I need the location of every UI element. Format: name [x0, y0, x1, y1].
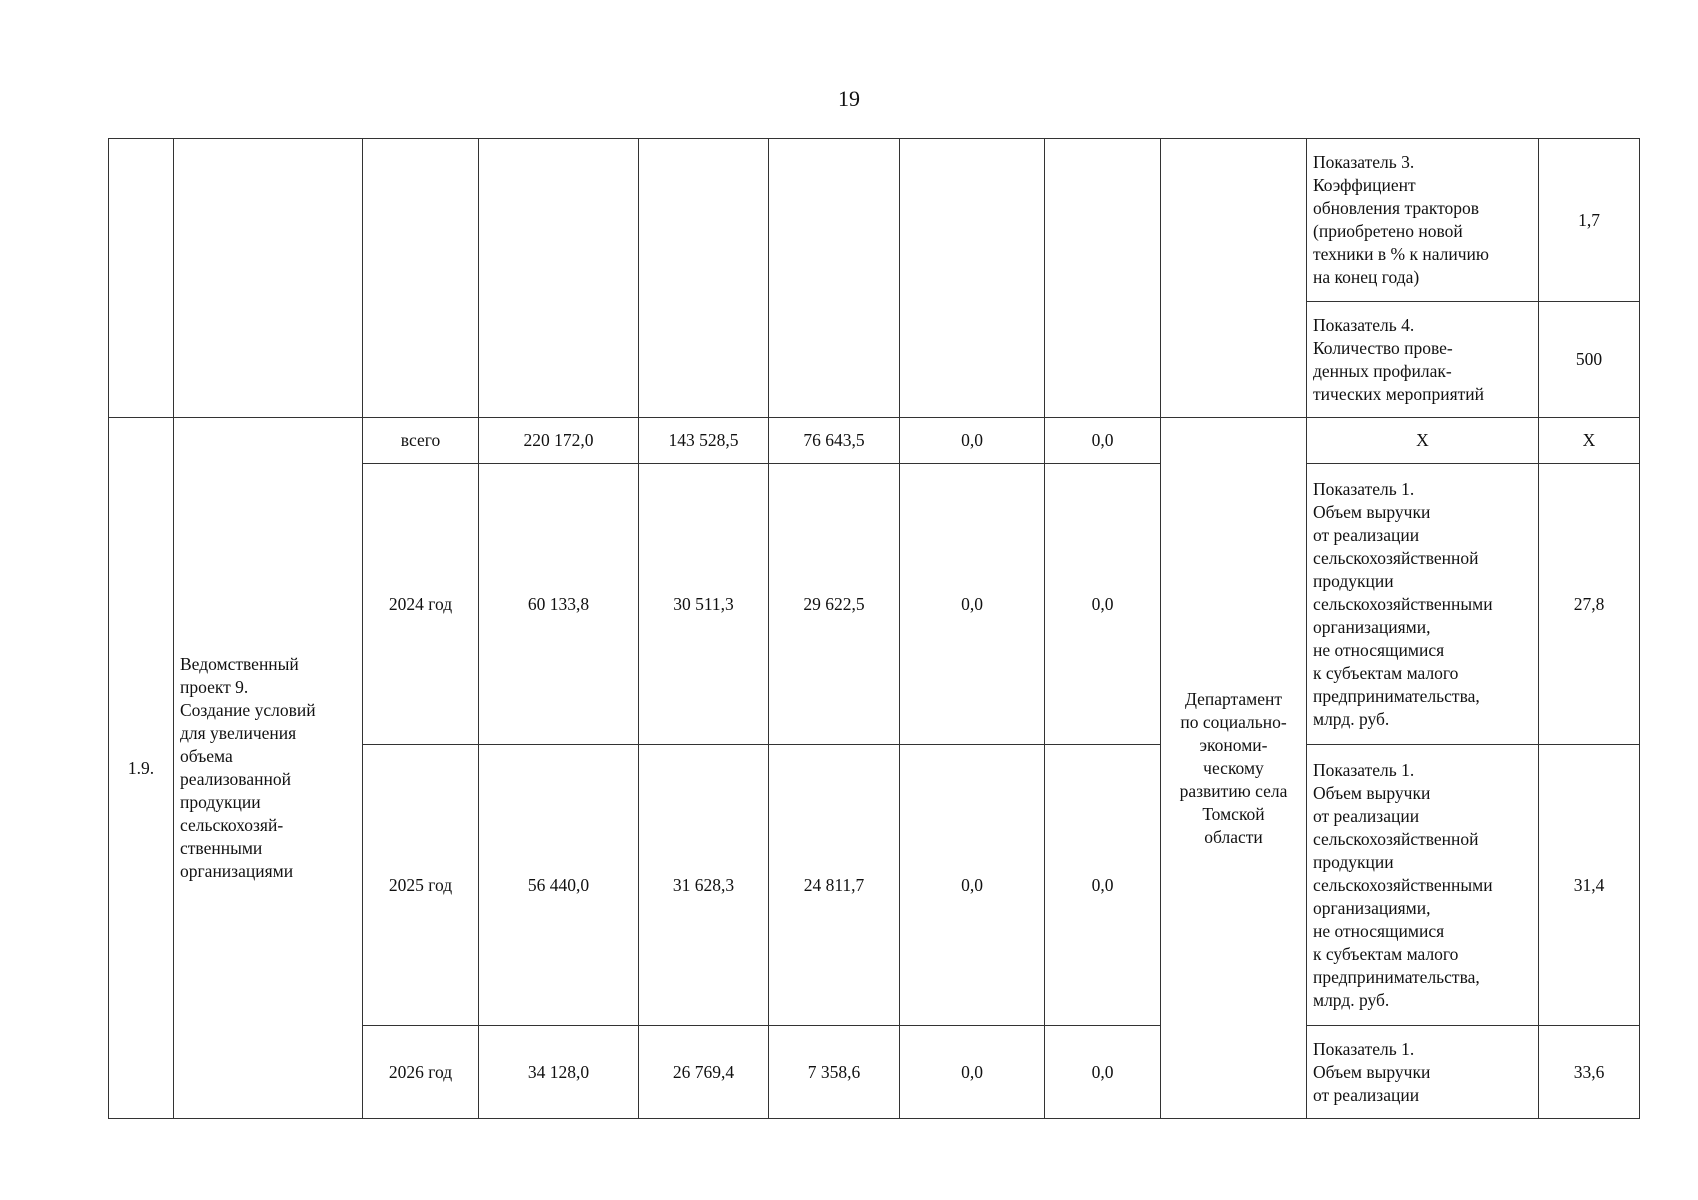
empty-cell: [479, 139, 639, 418]
period-cell: всего: [363, 418, 479, 464]
funding-cell: 0,0: [1045, 1026, 1161, 1119]
indicator-value: 1,7: [1539, 139, 1640, 302]
empty-cell: [174, 139, 363, 418]
indicator-value: 31,4: [1539, 745, 1640, 1026]
empty-cell: [1161, 139, 1307, 418]
empty-cell: [769, 139, 900, 418]
page-number: 19: [838, 86, 860, 111]
funding-cell: 0,0: [900, 418, 1045, 464]
row-number: 1.9.: [109, 418, 174, 1119]
indicator-text: Показатель 3. Коэффициент обновления тракторов (приобретено новой техники в % к наличию на конец года): [1307, 139, 1539, 302]
funding-cell: 31 628,3: [639, 745, 769, 1026]
funding-cell: 0,0: [900, 1026, 1045, 1119]
funding-cell: 76 643,5: [769, 418, 900, 464]
funding-cell: 0,0: [1045, 418, 1161, 464]
period-cell: 2025 год: [363, 745, 479, 1026]
indicator-value: 33,6: [1539, 1026, 1640, 1119]
funding-cell: 0,0: [1045, 464, 1161, 745]
table-row: [109, 418, 1640, 464]
empty-cell: [639, 139, 769, 418]
funding-cell: 29 622,5: [769, 464, 900, 745]
total-cell: 34 128,0: [479, 1026, 639, 1119]
empty-cell: [900, 139, 1045, 418]
funding-cell: 143 528,5: [639, 418, 769, 464]
period-cell: 2026 год: [363, 1026, 479, 1119]
program-table: [108, 138, 1640, 1119]
funding-cell: 24 811,7: [769, 745, 900, 1026]
indicator-text: Показатель 1. Объем выручки от реализации: [1307, 1026, 1539, 1119]
indicator-text: Показатель 4. Количество прове- денных профилак- тических мероприятий: [1307, 302, 1539, 418]
indicator-value: 27,8: [1539, 464, 1640, 745]
empty-cell: [109, 139, 174, 418]
project-name: Ведомственный проект 9. Создание условий для увеличения объема реализованной продукции сельскохозяй- ственными организациями: [174, 418, 363, 1119]
responsible-executor: Департамент по социально- экономи- ческому развитию села Томской области: [1161, 418, 1307, 1119]
indicator-value: X: [1539, 418, 1640, 464]
indicator-text: Показатель 1. Объем выручки от реализации сельскохозяйственной продукции сельскохозяйственными организациями, не относящимися к субъектам малого предпринимательства, млрд. руб.: [1307, 464, 1539, 745]
total-cell: 60 133,8: [479, 464, 639, 745]
table-row: [109, 139, 1640, 302]
total-cell: 220 172,0: [479, 418, 639, 464]
funding-cell: 0,0: [900, 745, 1045, 1026]
indicator-text: Показатель 1. Объем выручки от реализации сельскохозяйственной продукции сельскохозяйственными организациями, не относящимися к субъектам малого предпринимательства, млрд. руб.: [1307, 745, 1539, 1026]
funding-cell: 30 511,3: [639, 464, 769, 745]
funding-cell: 0,0: [900, 464, 1045, 745]
funding-cell: 0,0: [1045, 745, 1161, 1026]
indicator-value: 500: [1539, 302, 1640, 418]
total-cell: 56 440,0: [479, 745, 639, 1026]
period-cell: 2024 год: [363, 464, 479, 745]
funding-cell: 7 358,6: [769, 1026, 900, 1119]
empty-cell: [363, 139, 479, 418]
empty-cell: [1045, 139, 1161, 418]
indicator-text: X: [1307, 418, 1539, 464]
funding-cell: 26 769,4: [639, 1026, 769, 1119]
